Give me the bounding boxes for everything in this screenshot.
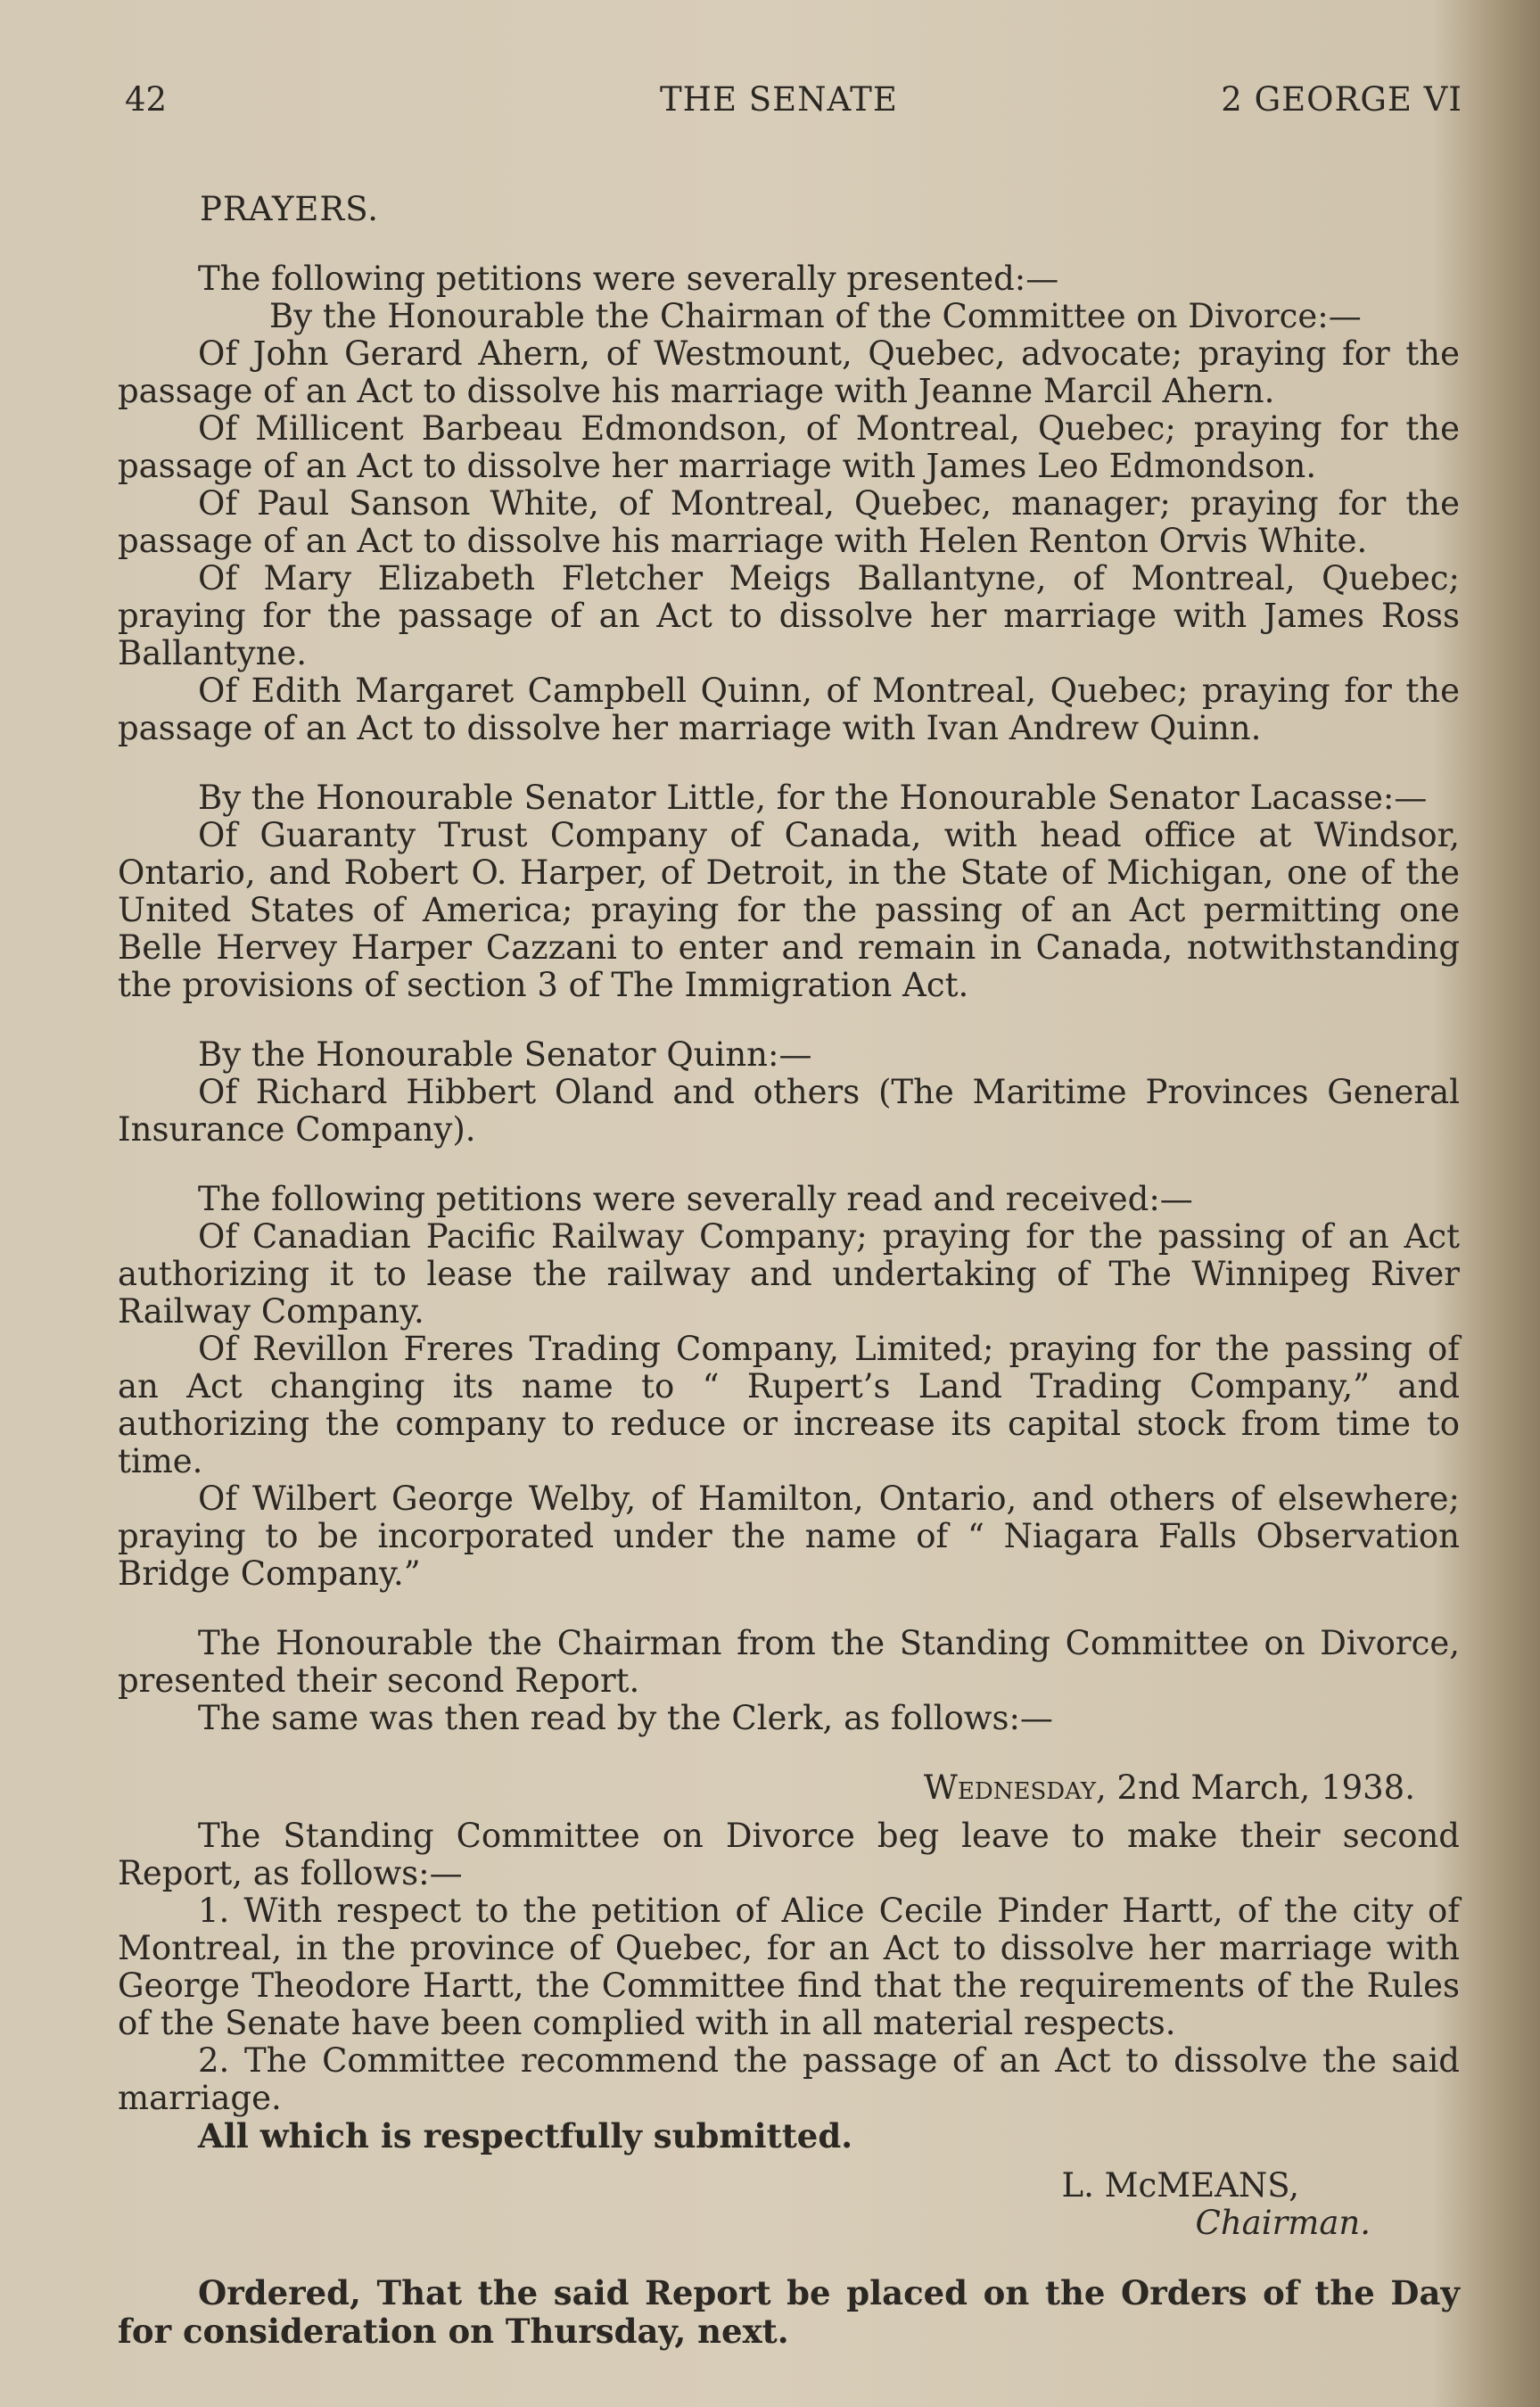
petition-ahern: Of John Gerard Ahern, of Westmount, Quebec, advocate; praying for the passage of an Act to dissolve his marriage with Jeanne Marcil Ahern. [118,334,1460,410]
report-signer-title: Chairman. [1195,2204,1371,2242]
paragraph-petitions-received: The following petitions were severally read and received:— [198,1180,1193,1218]
running-title: THE SENATE [660,80,898,119]
report-closing: All which is respectfully submitted. [198,2116,853,2156]
petition-white: Of Paul Sanson White, of Montreal, Quebec, manager; praying for the passage of an Act to dissolve his marriage with Helen Renton Orvis White. [118,484,1460,560]
running-header [125,80,1462,134]
petition-cpr: Of Canadian Pacific Railway Company; praying for the passing of an Act authorizing it to lease the railway and undertaking of The Winnipeg River Railway Company. [118,1217,1460,1331]
petition-edmondson: Of Millicent Barbeau Edmondson, of Montreal, Quebec; praying for the passage of an Act to dissolve her marriage with James Leo Edmondson. [118,409,1460,485]
regnal-year: 2 GEORGE VI [1221,80,1462,119]
page-body [118,178,1460,2351]
paragraph-read-by-clerk: The same was then read by the Clerk, as follows:— [198,1699,1053,1737]
paragraph-petitions-presented: The following petitions were severally presented:— [198,260,1059,298]
report-signer: L. McMEANS, [1061,2166,1299,2205]
report-date-rest: 2nd March, 1938. [1106,1768,1415,1807]
petition-ballantyne: Of Mary Elizabeth Fletcher Meigs Ballantyne, of Montreal, Quebec; praying for the passage of an Act to dissolve her marriage with James Ross Ballantyne. [118,559,1460,672]
paragraph-by-senator-little: By the Honourable Senator Little, for the Honourable Senator Lacasse:— [198,779,1428,817]
paragraph-by-senator-quinn: By the Honourable Senator Quinn:— [198,1035,812,1074]
paragraph-report-presented: The Honourable the Chairman from the Standing Committee on Divorce, presented their second Report. [118,1624,1460,1700]
report-intro: The Standing Committee on Divorce beg leave to make their second Report, as follows:— [118,1817,1460,1892]
page-number: 42 [125,80,168,119]
petition-quinn: Of Edith Margaret Campbell Quinn, of Montreal, Quebec; praying for the passage of an Act to dissolve her marriage with Ivan Andrew Quinn. [118,672,1460,747]
section-heading: PRAYERS. [200,190,380,228]
report-item-1: 1. With respect to the petition of Alice Cecile Pinder Hartt, of the city of Montreal, in the province of Quebec, for an Act to dissolve her marriage with George Theodore Hartt, the Committee find that the requirements of the Rules of the Senate have been complied with in all material respects. [118,1892,1460,2042]
report-date-day: Wednesday, [923,1768,1107,1807]
order-text: Ordered, That the said Report be placed on the Orders of the Day for consideration on Thursday, next. [118,2273,1460,2351]
petition-revillon: Of Revillon Freres Trading Company, Limited; praying for the passing of an Act changing its name to “ Rupert’s Land Trading Company,” and authorizing the company to reduce or increase its capital stock from time to time. [118,1330,1460,1480]
petition-oland: Of Richard Hibbert Oland and others (The Maritime Provinces General Insurance Company). [118,1073,1460,1149]
petition-guaranty-trust: Of Guaranty Trust Company of Canada, with head office at Windsor, Ontario, and Robert O. Harper, of Detroit, in the State of Michigan, one of the United States of America; praying for the passing of an Act permitting one Belle Hervey Harper Cazzani to enter and remain in Canada, notwithstanding the provisions of section 3 of The Immigration Act. [118,816,1460,1004]
paragraph-by-chairman: By the Honourable the Chairman of the Committee on Divorce:— [269,297,1362,335]
report-item-2: 2. The Committee recommend the passage of an Act to dissolve the said marriage. [118,2041,1460,2117]
report-date [118,1769,1460,1807]
order-paragraph [118,2274,1460,2351]
petition-welby: Of Wilbert George Welby, of Hamilton, Ontario, and others of elsewhere; praying to be incorporated under the name of “ Niagara Falls Observation Bridge Company.” [118,1480,1460,1593]
